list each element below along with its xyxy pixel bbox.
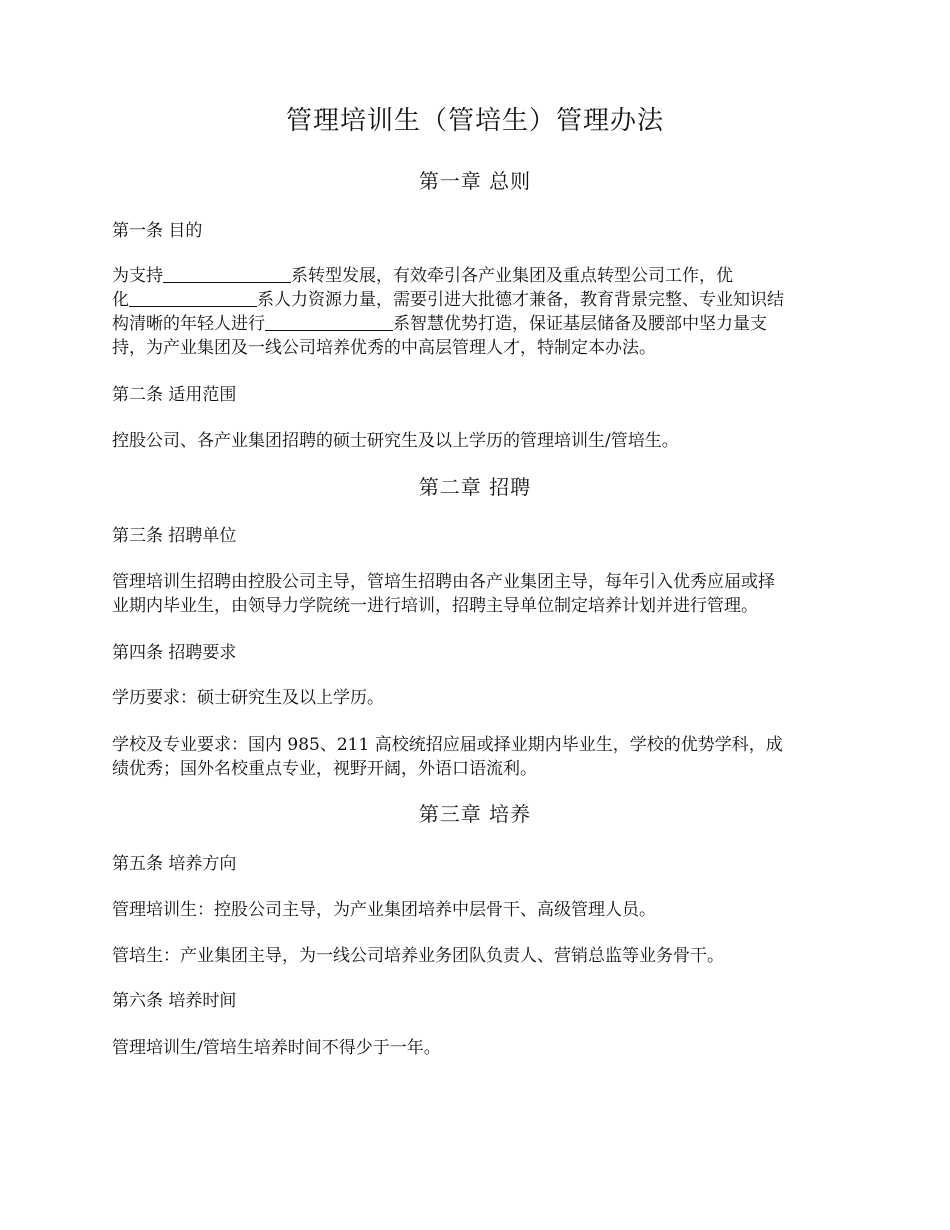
- article-4-education: 学历要求：硕士研究生及以上学历。: [112, 688, 384, 708]
- article-5-graduate-trainee: 管培生：产业集团主导，为一线公司培养业务团队负责人、营销总监等业务骨干。: [112, 946, 724, 966]
- article-3-body: [112, 570, 842, 618]
- text-segment: 化: [112, 290, 129, 310]
- article-1-body: [112, 264, 842, 360]
- chapter-2-heading: 第二章 招聘: [418, 475, 532, 499]
- article-3-line-1: 管理培训生招聘由控股公司主导，管培生招聘由各产业集团主导，每年引入优秀应届或择: [112, 572, 775, 592]
- article-2-body: 控股公司、各产业集团招聘的硕士研究生及以上学历的管理培训生/管培生。: [112, 431, 679, 451]
- article-3-heading: 第三条 招聘单位: [112, 526, 237, 546]
- article-4-school: [112, 733, 842, 781]
- article-2-heading: 第二条 适用范围: [112, 385, 237, 405]
- text-segment: 构清晰的年轻人进行: [112, 314, 265, 334]
- chapter-3-heading: 第三章 培养: [418, 802, 532, 826]
- document-title: 管理培训生（管培生）管理办法: [285, 106, 664, 136]
- text-segment: 为支持: [112, 266, 163, 286]
- text-segment: 系人力资源力量，需要引进大批德才兼备，教育背景完整、专业知识结: [257, 290, 784, 310]
- article-3-line-2: 业期内毕业生，由领导力学院统一进行培训，招聘主导单位制定培养计划并进行管理。: [112, 596, 758, 616]
- article-5-heading: 第五条 培养方向: [112, 854, 237, 874]
- text-segment: 系转型发展，有效牵引各产业集团及重点转型公司工作，优: [291, 266, 733, 286]
- article-1-heading: 第一条 目的: [112, 221, 203, 241]
- article-1-line-2: [112, 288, 842, 312]
- article-1-line-4: 持，为产业集团及一线公司培养优秀的中高层管理人才，特制定本办法。: [112, 338, 656, 358]
- fill-blank: [129, 288, 257, 307]
- article-5-management-trainee: 管理培训生：控股公司主导，为产业集团培养中层骨干、高级管理人员。: [112, 900, 656, 920]
- chapter-1-heading: 第一章 总则: [418, 169, 532, 193]
- article-6-body: 管理培训生/管培生培养时间不得少于一年。: [112, 1038, 441, 1058]
- text-segment: 系智慧优势打造，保证基层储备及腰部中坚力量支: [393, 314, 767, 334]
- article-1-line-3: [112, 312, 842, 336]
- fill-blank: [265, 312, 393, 331]
- article-1-line-1: [112, 264, 842, 288]
- article-4-heading: 第四条 招聘要求: [112, 643, 237, 663]
- article-4-school-line-2: 绩优秀；国外名校重点专业，视野开阔，外语口语流利。: [112, 759, 537, 779]
- fill-blank: [163, 264, 291, 283]
- article-4-school-line-1: 学校及专业要求：国内 985、211 高校统招应届或择业期内毕业生，学校的优势学科，成: [112, 735, 783, 755]
- article-6-heading: 第六条 培养时间: [112, 991, 237, 1011]
